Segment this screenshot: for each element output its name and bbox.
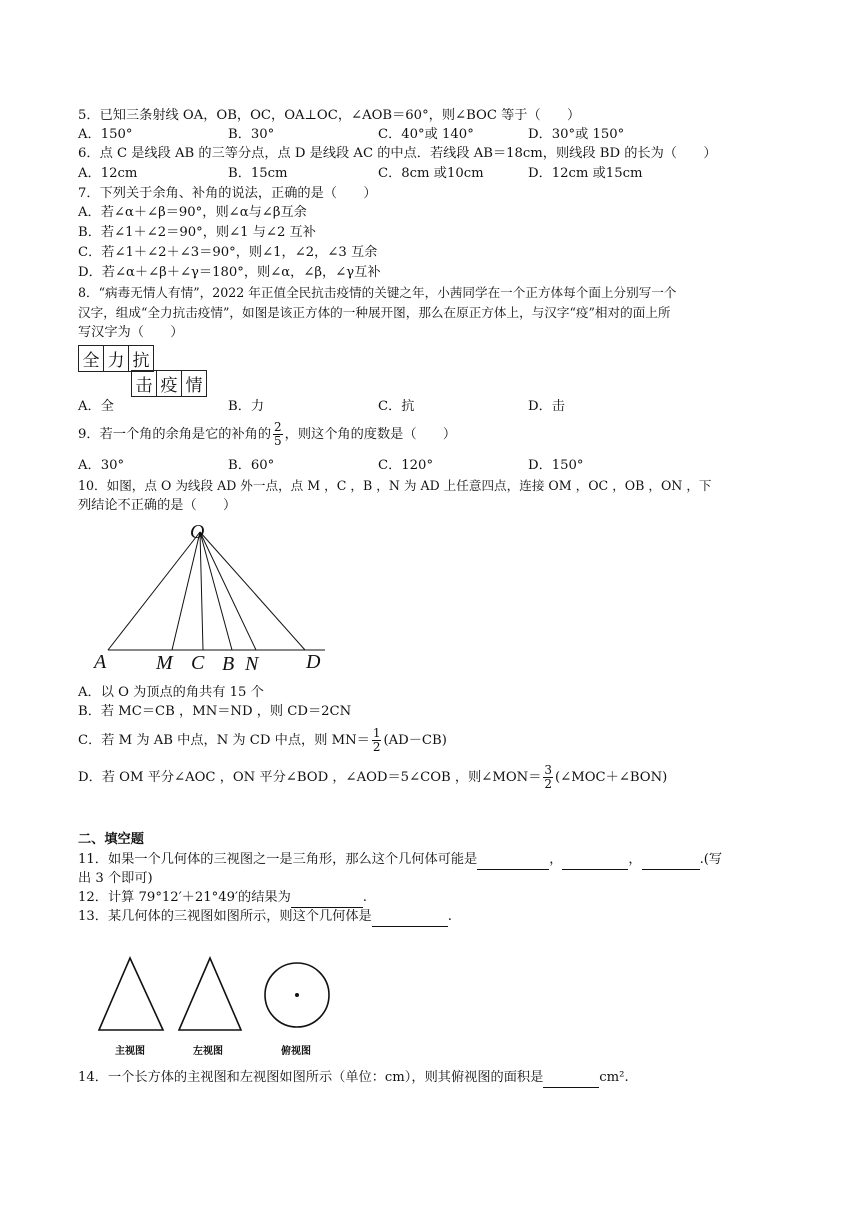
caption-left-view: 左视图 xyxy=(193,1046,223,1057)
ray-oc xyxy=(200,532,203,650)
net-cell: 力 xyxy=(104,346,129,372)
q8-line-2: 汉字，组成“全力抗击疫情”，如图是该正方体的一种展开图，那么在原正方体上，与汉字“疫”相对的面上所 xyxy=(78,305,671,320)
q11-line-1 xyxy=(78,851,722,870)
q10-optc-after: (AD－CB) xyxy=(383,733,447,748)
q12-line xyxy=(78,889,367,908)
q6-option-a: A．12cm xyxy=(78,166,138,181)
net-cell: 情 xyxy=(182,371,207,397)
q10-option-b: B．若 MC＝CB ，MN＝ND ，则 CD＝2CN xyxy=(78,704,352,719)
q6-stem: 6．点 C 是线段 AB 的三等分点，点 D 是线段 AC 的中点．若线段 AB＝18cm，则线段 BD 的长为（ ） xyxy=(78,146,717,161)
q9-frac-den: 5 xyxy=(274,434,282,448)
q8-option-b: B．力 xyxy=(228,399,265,414)
q9-option-c: C．120° xyxy=(378,458,434,473)
top-view-center-dot xyxy=(295,993,299,997)
q10-optc-before: C．若 M 为 AB 中点，N 为 CD 中点，则 MN＝ xyxy=(78,733,370,748)
q10-line-1: 10．如图，点 O 为线段 AD 外一点，点 M ，C ，B ，N 为 AD 上任意四点，连接 OM ，OC ，OB ，ON ，下 xyxy=(78,478,712,493)
q7-stem: 7．下列关于余角、补角的说法，正确的是（ ） xyxy=(78,186,377,201)
caption-front-view: 主视图 xyxy=(115,1046,145,1057)
q5-option-a: A．150° xyxy=(78,127,133,142)
q10-figure xyxy=(90,518,340,678)
q7-option-a: A．若∠α＋∠β＝90°，则∠α与∠β互余 xyxy=(78,205,307,220)
q9-option-a: A．30° xyxy=(78,458,125,473)
q7-option-d: D．若∠α＋∠β＋∠γ＝180°，则∠α，∠β，∠γ互补 xyxy=(78,265,381,280)
q9-fraction xyxy=(273,421,283,448)
label-o: O xyxy=(190,521,205,543)
cube-net-row-2 xyxy=(131,370,207,397)
net-cell: 击 xyxy=(132,371,157,397)
q13-blank[interactable] xyxy=(372,908,448,927)
label-c: C xyxy=(191,652,205,674)
q8-option-d: D．击 xyxy=(528,399,565,414)
q6-option-c: C．8cm 或10cm xyxy=(378,166,484,181)
q9-stem xyxy=(78,420,456,450)
q12-blank[interactable] xyxy=(291,889,363,908)
q14-unit: cm². xyxy=(599,1070,629,1085)
q10-line-2: 列结论不正确的是（ ） xyxy=(78,498,237,513)
caption-top-view: 俯视图 xyxy=(281,1046,311,1057)
q9-option-d: D．150° xyxy=(528,458,584,473)
q13-line xyxy=(78,908,452,927)
q10-optc-fraction xyxy=(372,727,382,754)
q11-tail: .(写 xyxy=(699,852,723,867)
q6-option-d: D．12cm 或15cm xyxy=(528,166,643,181)
q14-line xyxy=(78,1069,629,1088)
q9-option-b: B．60° xyxy=(228,458,275,473)
q8-option-c: C．抗 xyxy=(378,399,415,414)
q9-stem-before: 9．若一个角的余角是它的补角的 xyxy=(78,427,272,442)
q10-optc-den: 2 xyxy=(372,740,381,754)
q12-end: . xyxy=(362,890,367,905)
q14-stem: 14．一个长方体的主视图和左视图如图所示（单位：cm），则其俯视图的面积是 xyxy=(78,1070,544,1085)
q13-end: . xyxy=(447,909,452,924)
q11-blank-3[interactable] xyxy=(642,851,700,870)
q5-option-d: D．30°或 150° xyxy=(528,127,625,142)
q9-stem-after: ，则这个角的度数是（ ） xyxy=(284,427,457,442)
q10-option-a: A．以 O 为顶点的角共有 15 个 xyxy=(78,685,264,700)
q8-option-a: A．全 xyxy=(78,399,114,414)
q10-optd-before: D．若 OM 平分∠AOC ，ON 平分∠BOD ，∠AOD＝5∠COB ，则∠MON＝ xyxy=(78,770,542,785)
q7-option-b: B．若∠1＋∠2＝90°，则∠1 与∠2 互补 xyxy=(78,225,316,240)
q5-stem: 5．已知三条射线 OA，OB，OC，OA⊥OC，∠AOB＝60°，则∠BOC 等于（ ） xyxy=(78,108,581,123)
label-a: A xyxy=(94,651,107,673)
q7-option-c: C．若∠1＋∠2＋∠3＝90°，则∠1，∠2，∠3 互余 xyxy=(78,245,378,260)
q10-optd-fraction xyxy=(543,764,553,791)
side-view-triangle xyxy=(179,958,241,1030)
q5-option-c: C．40°或 140° xyxy=(378,127,474,142)
q11-separator: ， xyxy=(628,852,642,867)
q13-stem: 13．某几何体的三视图如图所示，则这个几何体是 xyxy=(78,909,372,924)
three-views-figure xyxy=(94,955,344,1037)
q11-blank-2[interactable] xyxy=(562,851,628,870)
q11-separator: ， xyxy=(549,852,563,867)
net-cell: 全 xyxy=(79,346,104,372)
net-cell: 抗 xyxy=(129,346,154,372)
q11-line-2: 出 3 个即可) xyxy=(78,871,153,886)
q14-blank[interactable] xyxy=(543,1069,599,1088)
section-title: 二、填空题 xyxy=(78,832,144,847)
q10-optc-num: 1 xyxy=(372,726,381,740)
q10-optd-after: (∠MOC＋∠BON) xyxy=(555,770,668,785)
q10-option-c xyxy=(78,726,447,756)
label-n: N xyxy=(245,653,259,675)
front-view-triangle xyxy=(99,958,163,1030)
label-m: M xyxy=(156,652,173,674)
q8-line-1: 8．“病毒无情人有情”，2022 年正值全民抗击疫情的关键之年，小茜同学在一个正方体每个面上分别写一个 xyxy=(78,285,677,300)
q10-optd-num: 3 xyxy=(544,763,553,777)
q5-option-b: B．30° xyxy=(228,127,275,142)
q9-frac-num: 2 xyxy=(274,420,282,434)
q10-option-d xyxy=(78,763,667,793)
q12-stem: 12．计算 79°12′＋21°49′的结果为 xyxy=(78,890,291,905)
q10-optd-den: 2 xyxy=(544,777,553,791)
q11-stem: 11．如果一个几何体的三视图之一是三角形，那么这个几何体可能是 xyxy=(78,852,478,867)
ray-on xyxy=(200,532,256,650)
net-cell: 疫 xyxy=(157,371,182,397)
q8-line-3: 写汉字为（ ） xyxy=(78,325,184,340)
q6-option-b: B．15cm xyxy=(228,166,288,181)
label-b: B xyxy=(222,653,235,675)
cube-net-row-1 xyxy=(78,345,154,372)
label-d: D xyxy=(306,651,321,673)
q11-blank-1[interactable] xyxy=(477,851,549,870)
